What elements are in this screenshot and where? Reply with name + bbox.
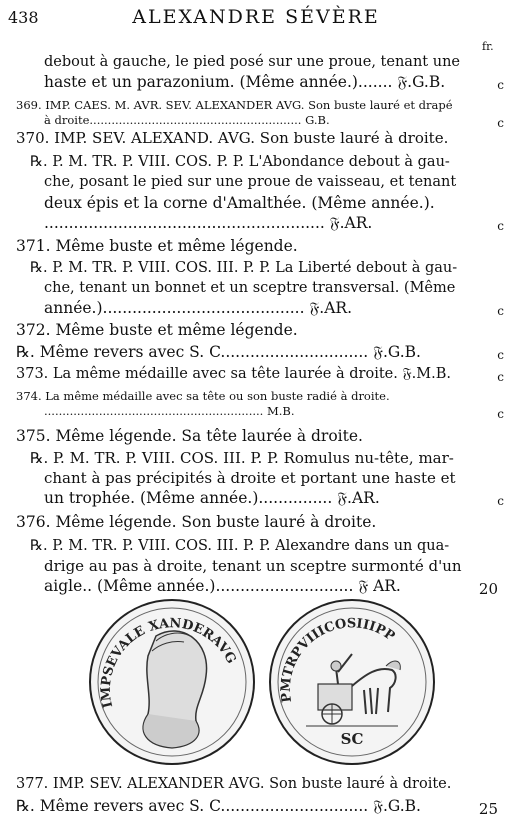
rarity-mark: c: [497, 78, 504, 92]
text-line: debout à gauche, le pied posé sur une proue, tenant une: [44, 54, 460, 70]
text-line: haste et un parazonium. (Même année.)....... 𝔉.G.B.: [44, 73, 446, 91]
text-line: 372. Même buste et même légende.: [16, 321, 298, 339]
text-line: ℞. P. M. TR. P. VIII. COS. III. P. P. Romulus nu-tête, mar-: [30, 449, 454, 467]
text-line: ............................................................ M.B.: [44, 404, 295, 418]
text-line: 374. La même médaille avec sa tête ou son buste radié à droite.: [16, 389, 390, 403]
rarity-mark: c: [497, 116, 504, 130]
text-line: deux épis et la corne d'Amalthée. (Même année.).: [44, 194, 435, 212]
text-line: ......................................................... 𝔉.AR.: [44, 214, 373, 232]
text-line: 377. IMP. SEV. ALEXANDER AVG. Son buste lauré à droite.: [16, 776, 452, 792]
rarity-mark: c: [497, 219, 504, 233]
rarity-mark: c: [497, 304, 504, 318]
coin-obverse: [86, 596, 258, 768]
price-value: 25: [478, 800, 498, 818]
text-line: 371. Même buste et même légende.: [16, 237, 298, 255]
rarity-mark: c: [497, 348, 504, 362]
text-line: 369. IMP. CAES. M. AVR. SEV. ALEXANDER AVG. Son buste lauré et drapé: [16, 98, 453, 112]
page-header: [0, 6, 512, 32]
coin-illustration: [86, 596, 446, 772]
text-line: année.)......................................... 𝔉.AR.: [44, 299, 352, 317]
price-value: 20: [478, 580, 498, 598]
text-line: un trophée. (Même année.)............... 𝔉.AR.: [44, 489, 380, 507]
text-line: ℞. Même revers avec S. C.............................. 𝔉.G.B.: [16, 797, 421, 815]
text-line: chant à pas précipités à droite et portant une haste et: [44, 469, 456, 487]
text-line: 370. IMP. SEV. ALEXAND. AVG. Son buste lauré à droite.: [16, 129, 449, 147]
text-line: ℞. Même revers avec S. C.............................. 𝔉.G.B.: [16, 343, 421, 361]
coin-obverse-legend: IMPSEVALE XANDERAVG: [98, 616, 239, 710]
page-title: ALEXANDRE SÉVÈRE: [132, 6, 380, 28]
text-line: aigle.. (Même année.)............................ 𝔉 AR.: [44, 577, 401, 595]
coin-reverse-exergue: SC: [340, 730, 364, 748]
coin-reverse-legend: PMTRPVIIICOSIIIPP: [278, 616, 398, 704]
text-line: 373. La même médaille avec sa tête laurée à droite. 𝔉.M.B.: [16, 366, 451, 382]
text-line: che, posant le pied sur une proue de vaisseau, et tenant: [44, 174, 457, 190]
text-line: ℞. P. M. TR. P. VIII. COS. III. P. P. La Liberté debout à gau-: [30, 260, 458, 276]
text-line: 375. Même légende. Sa tête laurée à droite.: [16, 427, 363, 445]
rarity-mark: c: [497, 494, 504, 508]
text-line: drige au pas à droite, tenant un sceptre surmonté d'un: [44, 557, 462, 575]
coin-reverse: [266, 596, 438, 768]
text-line: à droite.......................................................... G.B.: [44, 113, 330, 127]
page-number: 438: [8, 8, 39, 27]
text-line: ℞. P. M. TR. P. VIII. COS. III. P. P. Alexandre dans un qua-: [30, 538, 450, 554]
rarity-mark: c: [497, 370, 504, 384]
text-line: che, tenant un bonnet et un sceptre transversal. (Même: [44, 280, 456, 296]
text-line: ℞. P. M. TR. P. VIII. COS. P. P. L'Abondance debout à gau-: [30, 154, 450, 170]
text-line: 376. Même légende. Son buste lauré à droite.: [16, 513, 377, 531]
rarity-mark: c: [497, 407, 504, 421]
corner-mark: fr.: [482, 40, 494, 53]
